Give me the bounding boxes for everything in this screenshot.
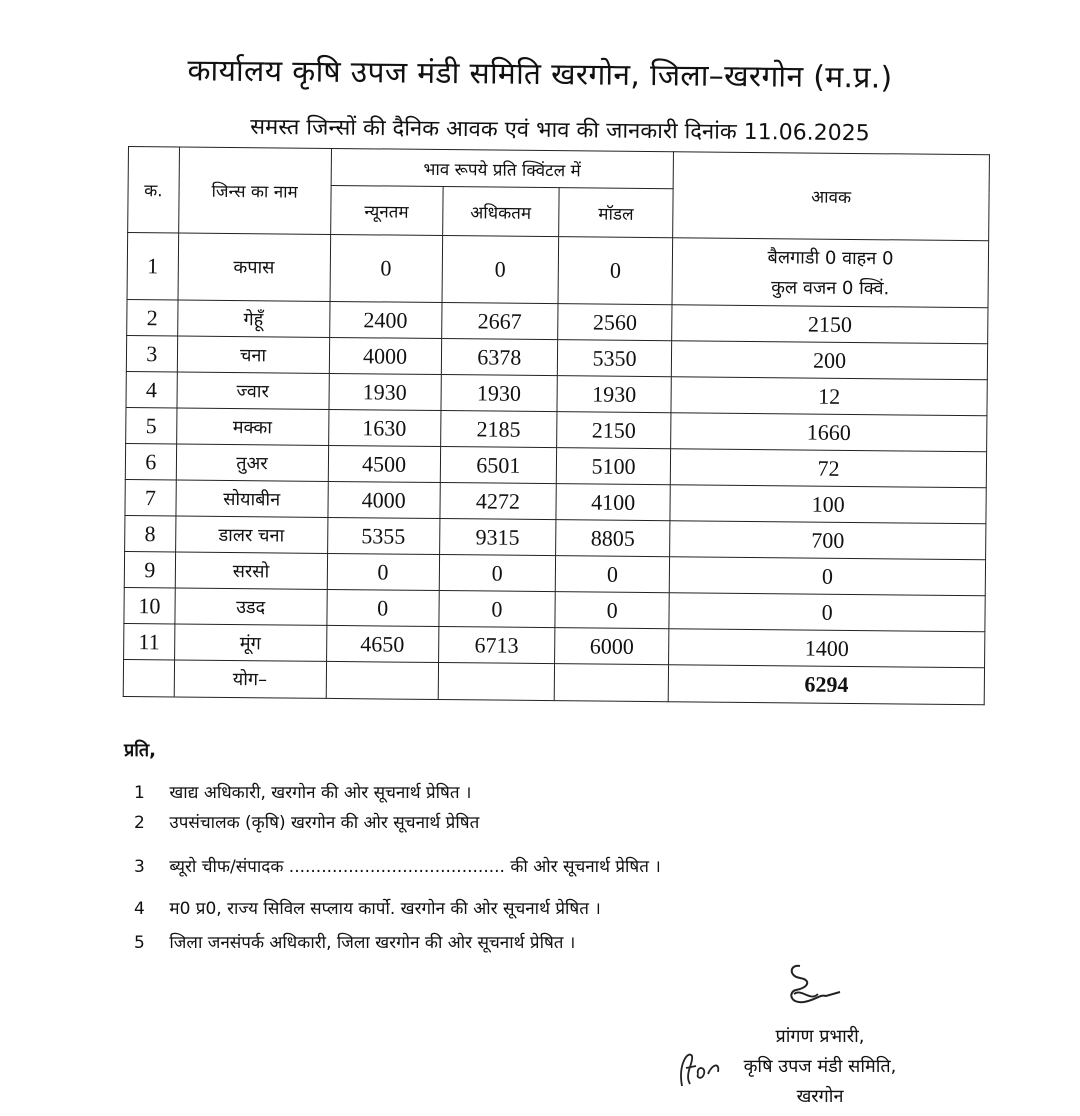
copy-number: 2: [134, 813, 145, 833]
cell-arrival: 2150: [672, 305, 988, 344]
cell-commodity: गेहूँ: [177, 300, 329, 337]
copy-text: उपसंचालक (कृषि) खरगोन की ओर सूचनार्थ प्रेषित: [169, 813, 480, 833]
cell-arrival: 1400: [669, 629, 985, 668]
table-row: [127, 233, 989, 308]
cell-min: 4650: [326, 625, 439, 662]
signatory-org: कृषि उपज मंडी समिति,: [743, 1056, 897, 1077]
cell-max: 6713: [438, 627, 555, 664]
arrival-vehicles: बैलगाडी 0 वाहन 0: [767, 247, 894, 270]
cell-modal: 8805: [556, 520, 670, 557]
copy-item: [134, 930, 575, 953]
cell-max: 6501: [440, 447, 557, 484]
cell-max: 6378: [441, 339, 558, 376]
page-title: कार्यालय कृषि उपज मंडी समिति खरगोन, जिला–खरगोन (म.प्र.): [187, 53, 893, 96]
cell-arrival: 12: [671, 377, 987, 416]
copy-text: ब्यूरो चीफ/संपादक ........................................ की ओर सूचनार्थ प्रेषित ।: [169, 857, 661, 877]
cell-min: 5355: [327, 517, 440, 554]
header-min: न्यूनतम: [330, 185, 443, 235]
cell-blank: [438, 663, 555, 701]
copy-item: [134, 854, 661, 877]
copy-item: [134, 896, 601, 919]
cell-max: 2667: [441, 303, 558, 340]
cell-blank: [326, 661, 439, 699]
cell-max: 9315: [439, 519, 556, 556]
cell-min: 0: [330, 234, 443, 302]
cell-sno: 4: [126, 371, 177, 407]
cell-arrival: 700: [670, 521, 986, 560]
copy-number: 1: [134, 783, 145, 803]
copies-label: प्रति,: [124, 740, 157, 761]
cell-modal: 5350: [557, 340, 671, 377]
cell-min: 4000: [327, 481, 440, 518]
rates-table-container: [123, 146, 990, 705]
cell-modal: 1930: [557, 376, 671, 413]
cell-max: 0: [439, 591, 556, 628]
cell-commodity: उडद: [175, 588, 327, 625]
arrival-weight: कुल वजन 0 क्विं.: [771, 277, 890, 300]
header-commodity: जिन्स का नाम: [178, 147, 331, 234]
cell-min: 4000: [329, 337, 442, 374]
signatory-place: खरगोन: [796, 1086, 844, 1107]
cell-sno: 3: [126, 335, 177, 371]
header-arrival: आवक: [673, 152, 990, 241]
cell-max: 0: [439, 555, 556, 592]
cell-blank: [554, 664, 669, 702]
cell-arrival: 100: [670, 485, 986, 524]
cell-sno: 2: [127, 299, 178, 335]
cell-commodity: ज्वार: [177, 372, 329, 409]
cell-modal: 5100: [556, 448, 670, 485]
cell-sno: 5: [126, 407, 177, 443]
cell-commodity: सोयाबीन: [176, 480, 328, 517]
cell-modal: 6000: [555, 628, 669, 665]
cell-arrival: 1660: [671, 413, 987, 452]
cell-commodity: मक्का: [176, 408, 328, 445]
cell-commodity: तुअर: [176, 444, 328, 481]
cell-modal: 0: [555, 592, 669, 629]
cell-arrival: 0: [669, 557, 985, 596]
header-sno: क.: [128, 147, 179, 233]
total-arrival: 6294: [668, 665, 984, 705]
cell-max: 4272: [440, 483, 557, 520]
cell-commodity: कपास: [178, 233, 330, 301]
total-label: योग–: [174, 660, 326, 698]
signatory-title: प्रांगण प्रभारी,: [775, 1026, 865, 1047]
total-row: [123, 659, 984, 704]
cell-min: 0: [327, 553, 440, 590]
copy-number: 5: [134, 933, 145, 953]
cell-modal: 0: [558, 237, 673, 305]
cell-sno: 11: [124, 623, 175, 659]
cell-sno: 7: [125, 479, 176, 515]
cell-commodity: चना: [177, 336, 329, 373]
header-rate-group: भाव रूपये प्रति क्विंटल में: [331, 148, 674, 188]
cell-blank: [123, 659, 174, 696]
signature-scribble: [760, 958, 850, 1018]
copy-item: [134, 780, 471, 803]
page-subtitle: समस्त जिन्सों की दैनिक आवक एवं भाव की जानकारी दिनांक 11.06.2025: [250, 114, 870, 147]
signatory-block: [700, 1022, 940, 1112]
cell-sno: 1: [127, 233, 178, 300]
cell-min: 1930: [328, 373, 441, 410]
copy-text: खाद्य अधिकारी, खरगोन की ओर सूचनार्थ प्रेषित ।: [169, 783, 472, 803]
cell-min: 4500: [328, 445, 441, 482]
cell-sno: 10: [124, 587, 175, 623]
copy-number: 3: [134, 857, 145, 877]
copy-item: [134, 810, 479, 833]
copy-text: म0 प्र0, राज्य सिविल सप्लाय कार्पो. खरगोन की ओर सूचनार्थ प्रेषित ।: [169, 899, 601, 919]
cell-max: 0: [442, 236, 559, 304]
cell-commodity: मूंग: [174, 624, 326, 661]
rates-table: [123, 146, 990, 705]
cell-arrival: [672, 238, 988, 308]
cell-sno: 9: [124, 551, 175, 587]
cell-commodity: सरसो: [175, 552, 327, 589]
cell-min: 0: [326, 589, 439, 626]
cell-modal: 2560: [558, 304, 672, 341]
cell-arrival: 200: [671, 341, 987, 380]
cell-modal: 2150: [557, 412, 671, 449]
cell-sno: 8: [125, 515, 176, 551]
cell-commodity: डालर चना: [175, 516, 327, 553]
cell-modal: 0: [555, 556, 669, 593]
copy-number: 4: [134, 899, 145, 919]
cell-max: 1930: [441, 375, 558, 412]
cell-max: 2185: [440, 411, 557, 448]
cell-arrival: 72: [670, 449, 986, 488]
cell-arrival: 0: [669, 593, 985, 632]
cell-sno: 6: [125, 443, 176, 479]
copy-text: जिला जनसंपर्क अधिकारी, जिला खरगोन की ओर सूचनार्थ प्रेषित ।: [169, 933, 576, 953]
cell-min: 1630: [328, 409, 441, 446]
cell-min: 2400: [329, 301, 442, 338]
cell-modal: 4100: [556, 484, 670, 521]
header-modal: मॉडल: [559, 188, 674, 238]
header-max: अधिकतम: [442, 187, 559, 237]
